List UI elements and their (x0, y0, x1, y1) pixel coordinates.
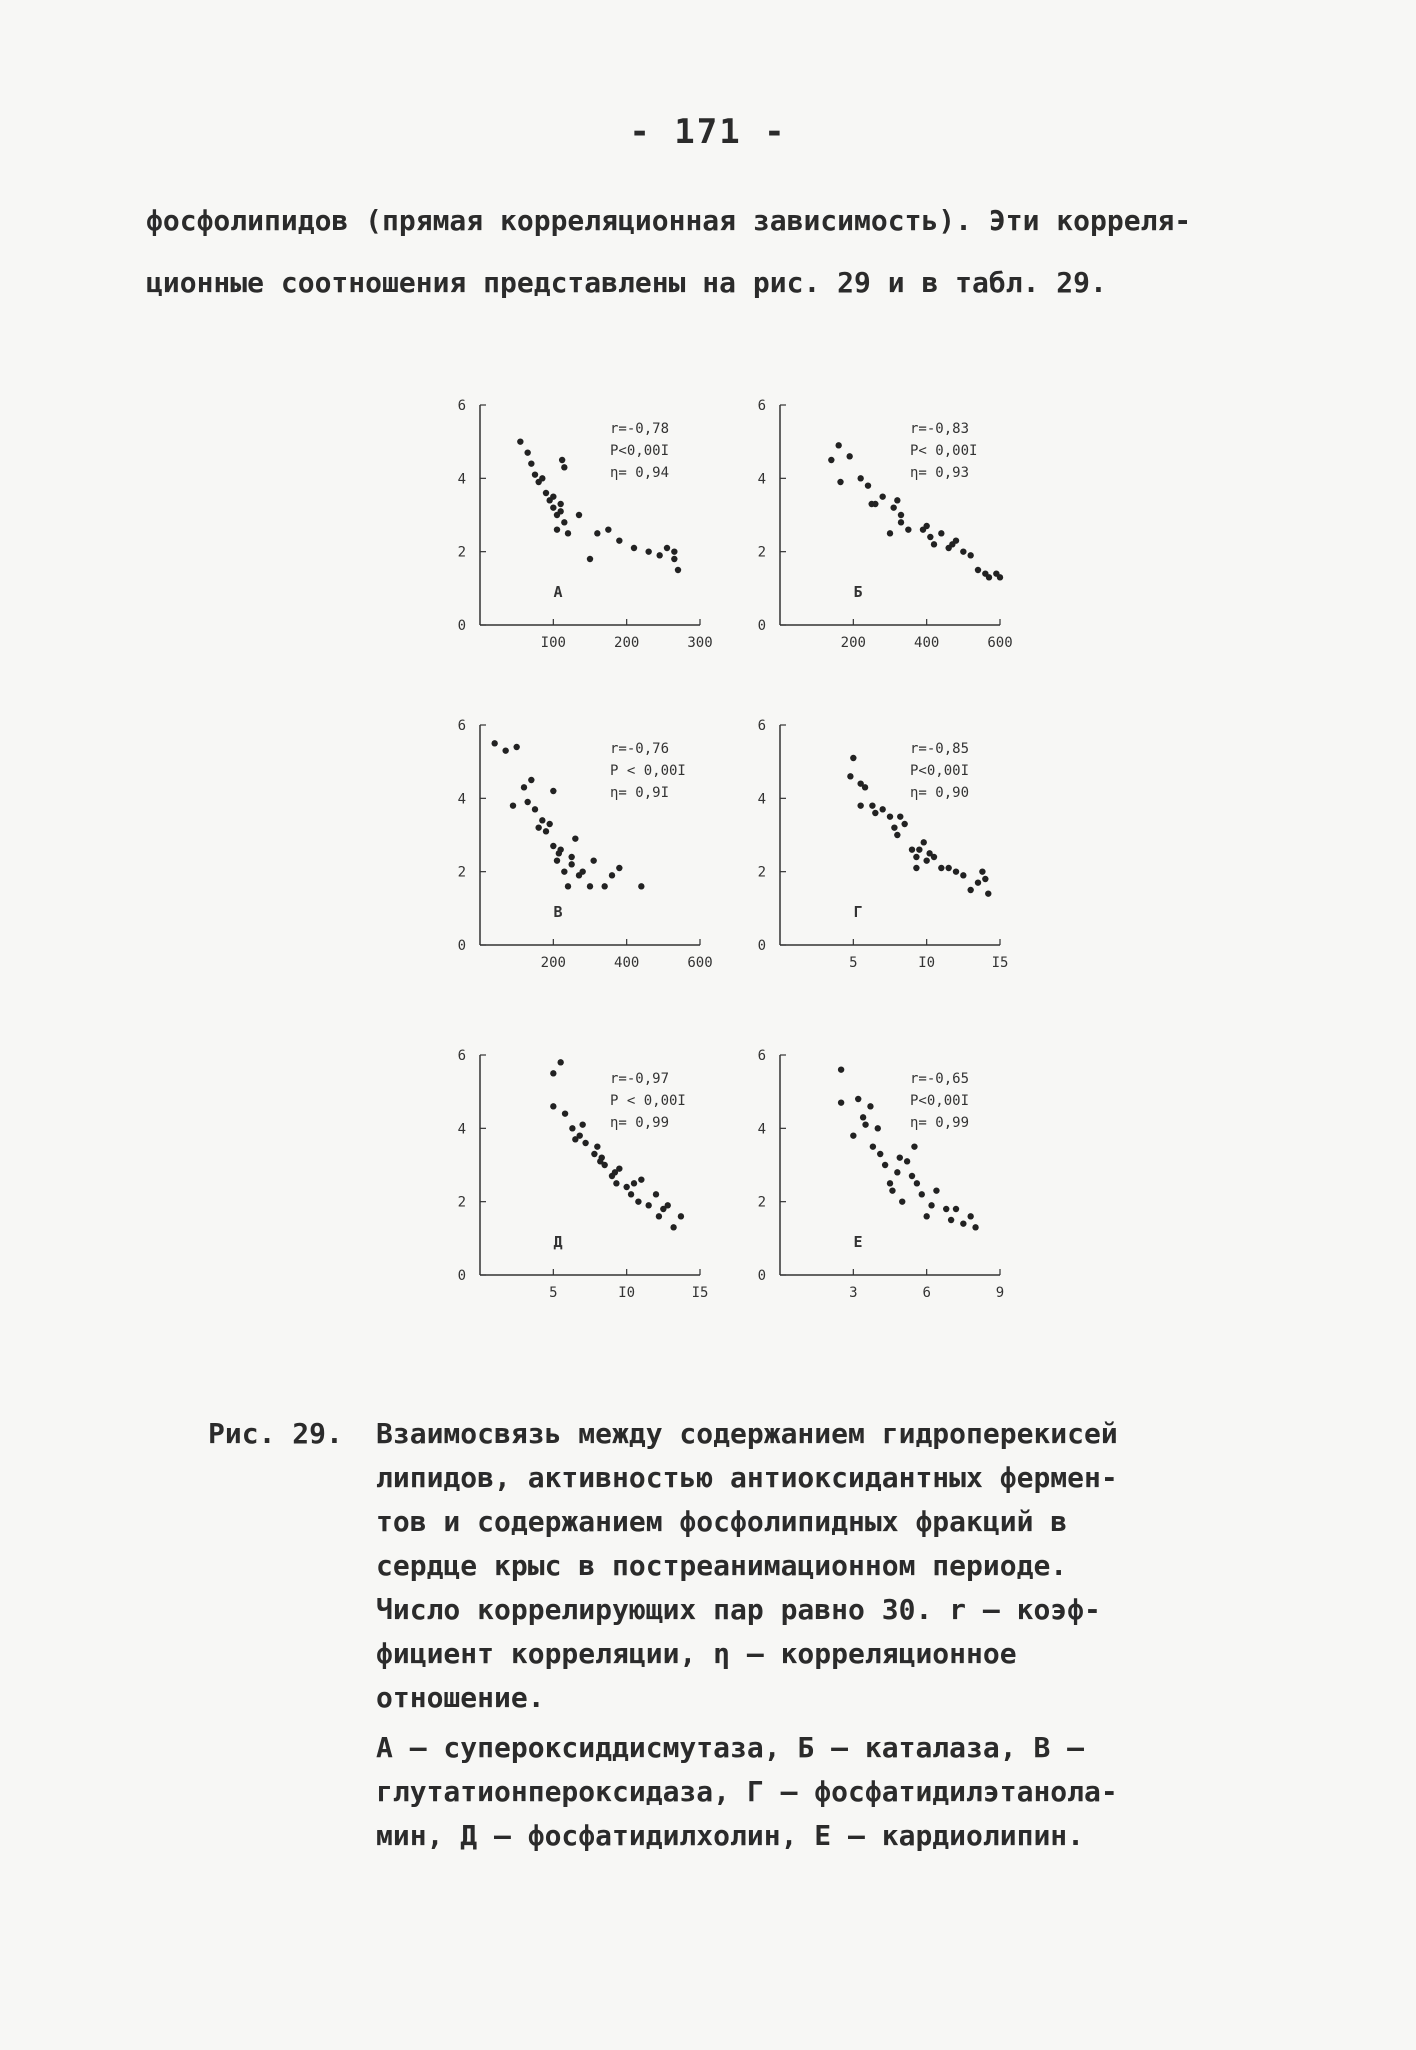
data-point (561, 519, 567, 525)
y-tick-label: 6 (457, 718, 466, 734)
data-point (557, 1059, 563, 1065)
data-point (894, 497, 900, 503)
data-point (953, 868, 959, 874)
caption-line: Взаимосвязь между содержанием гидроперекисей (376, 1417, 1118, 1450)
y-tick-label: 4 (457, 1121, 466, 1138)
y-tick-label: 4 (757, 791, 766, 808)
data-point (645, 548, 651, 554)
stat-label: P<0,00I (910, 763, 970, 779)
x-tick-label: 5 (849, 955, 858, 971)
data-point (887, 1180, 893, 1186)
data-point (554, 526, 560, 532)
y-tick-label: 4 (757, 471, 766, 488)
data-point (612, 1169, 618, 1175)
panel-label: Е (853, 1233, 863, 1251)
data-point (890, 504, 896, 510)
caption-line: Число коррелирующих пар равно 30. r – коэф- (376, 1593, 1101, 1626)
data-point (568, 854, 574, 860)
stat-label: P < 0,00I (610, 1093, 686, 1109)
y-tick-label: 0 (457, 938, 466, 954)
data-point (521, 784, 527, 790)
data-point (909, 1173, 915, 1179)
data-point (879, 806, 885, 812)
data-point (576, 512, 582, 518)
data-point (587, 883, 593, 889)
data-point (923, 1213, 929, 1219)
panel-label: Б (853, 583, 863, 601)
x-tick-label: 200 (840, 635, 866, 651)
data-point (532, 471, 538, 477)
y-tick-label: 2 (457, 1194, 466, 1211)
data-point (882, 1162, 888, 1168)
data-point (927, 534, 933, 540)
data-point (899, 1198, 905, 1204)
data-point (877, 1151, 883, 1157)
panel-label: В (553, 903, 563, 921)
caption-line: фициент корреляции, η – корреляционное (376, 1637, 1017, 1670)
stat-label: η= 0,93 (910, 465, 970, 481)
data-point (638, 1176, 644, 1182)
data-point (568, 861, 574, 867)
data-point (535, 824, 541, 830)
data-point (960, 1220, 966, 1226)
data-point (623, 1184, 629, 1190)
x-tick-label: 200 (614, 635, 640, 651)
data-point (911, 1143, 917, 1149)
legend-line: глутатионпероксидаза, Г – фосфатидилэтанола- (376, 1775, 1118, 1808)
y-tick-label: 6 (457, 398, 466, 414)
data-point (943, 1206, 949, 1212)
data-point (524, 799, 530, 805)
data-point (524, 449, 530, 455)
panel-label: А (553, 583, 563, 601)
y-tick-label: 2 (757, 544, 766, 561)
data-point (562, 1110, 568, 1116)
y-tick-label: 0 (457, 618, 466, 634)
data-point (557, 508, 563, 514)
data-point (894, 1169, 900, 1175)
scatter-panel-4 (758, 718, 1009, 971)
data-point (543, 490, 549, 496)
data-point (559, 457, 565, 463)
stat-label: P<0,00I (910, 1093, 970, 1109)
y-tick-label: 6 (457, 1048, 466, 1064)
data-point (865, 482, 871, 488)
data-point (870, 1143, 876, 1149)
data-point (972, 1224, 978, 1230)
data-point (635, 1198, 641, 1204)
data-point (569, 1125, 575, 1131)
data-point (901, 821, 907, 827)
data-point (997, 574, 1003, 580)
data-point (904, 1158, 910, 1164)
data-point (590, 857, 596, 863)
data-point (613, 1180, 619, 1186)
data-point (591, 1151, 597, 1157)
data-point (557, 501, 563, 507)
data-point (579, 868, 585, 874)
data-point (887, 530, 893, 536)
data-point (913, 854, 919, 860)
x-tick-label: 3 (849, 1285, 858, 1301)
x-tick-label: 5 (549, 1285, 558, 1301)
intro-line: ционные соотношения представлены на рис. 29 и в табл. 29. (146, 266, 1107, 299)
scatter-panel-3 (458, 718, 713, 971)
data-point (656, 552, 662, 558)
data-point (554, 857, 560, 863)
stat-label: P< 0,00I (910, 443, 978, 459)
stat-label: r=-0,65 (910, 1071, 970, 1087)
caption-legend (376, 1726, 1228, 1858)
data-point (539, 475, 545, 481)
data-point (609, 872, 615, 878)
data-point (847, 773, 853, 779)
y-tick-label: 4 (757, 1121, 766, 1138)
y-tick-label: 2 (757, 864, 766, 881)
x-tick-label: 400 (914, 635, 940, 651)
figure-29-scatter-grid (440, 395, 1020, 1355)
data-point (616, 537, 622, 543)
caption-line: сердце крыс в постреанимационном периоде. (376, 1549, 1068, 1582)
data-point (631, 1180, 637, 1186)
data-point (909, 846, 915, 852)
data-point (550, 493, 556, 499)
data-point (550, 1103, 556, 1109)
data-point (914, 1180, 920, 1186)
data-point (938, 865, 944, 871)
data-point (572, 835, 578, 841)
data-point (631, 545, 637, 551)
data-point (528, 777, 534, 783)
data-point (517, 438, 523, 444)
data-point (550, 504, 556, 510)
data-point (846, 453, 852, 459)
data-point (872, 810, 878, 816)
data-point (986, 574, 992, 580)
scatter-panel-5 (458, 1048, 709, 1301)
x-tick-label: 400 (614, 955, 640, 971)
y-tick-label: 0 (757, 1268, 766, 1284)
y-tick-label: 0 (757, 938, 766, 954)
caption-label: Рис. 29. (208, 1417, 343, 1450)
data-point (898, 519, 904, 525)
data-point (949, 541, 955, 547)
y-tick-label: 2 (457, 864, 466, 881)
data-point (678, 1213, 684, 1219)
data-point (513, 744, 519, 750)
x-tick-label: I5 (991, 955, 1009, 971)
data-point (605, 526, 611, 532)
y-tick-label: 6 (757, 718, 766, 734)
scatter-panels (440, 395, 1020, 1355)
data-point (572, 1136, 578, 1142)
data-point (565, 883, 571, 889)
data-point (837, 479, 843, 485)
data-point (948, 1217, 954, 1223)
data-point (835, 442, 841, 448)
data-point (594, 1143, 600, 1149)
data-point (862, 1121, 868, 1127)
intro-paragraph (146, 190, 1236, 314)
stat-label: r=-0,78 (610, 421, 670, 437)
data-point (675, 567, 681, 573)
data-point (919, 1191, 925, 1197)
data-point (532, 806, 538, 812)
data-point (867, 1103, 873, 1109)
data-point (967, 887, 973, 893)
data-point (838, 1066, 844, 1072)
stat-label: P<0,00I (610, 443, 670, 459)
data-point (921, 839, 927, 845)
data-point (913, 865, 919, 871)
data-point (889, 1187, 895, 1193)
data-point (556, 850, 562, 856)
data-point (894, 832, 900, 838)
data-point (664, 545, 670, 551)
scatter-panel-2 (758, 398, 1013, 651)
data-point (868, 501, 874, 507)
data-point (561, 464, 567, 470)
data-point (887, 813, 893, 819)
data-point (960, 872, 966, 878)
x-tick-label: 6 (922, 1285, 931, 1301)
caption-line: отношение. (376, 1681, 545, 1714)
data-point (931, 541, 937, 547)
data-point (967, 1213, 973, 1219)
scatter-panel-1 (458, 398, 713, 651)
scatter-panel-6 (758, 1048, 1005, 1301)
x-tick-label: I5 (691, 1285, 709, 1301)
stat-label: η= 0,99 (910, 1115, 970, 1131)
y-tick-label: 0 (457, 1268, 466, 1284)
data-point (645, 1202, 651, 1208)
data-point (653, 1191, 659, 1197)
data-point (897, 813, 903, 819)
data-point (945, 865, 951, 871)
data-point (601, 883, 607, 889)
data-point (838, 1099, 844, 1105)
data-point (656, 1213, 662, 1219)
data-point (931, 854, 937, 860)
data-point (979, 868, 985, 874)
data-point (898, 512, 904, 518)
x-tick-label: I00 (540, 635, 566, 651)
x-tick-label: 300 (687, 635, 713, 651)
data-point (671, 548, 677, 554)
stat-label: η= 0,94 (610, 465, 670, 481)
caption-line: тов и содержанием фосфолипидных фракций в (376, 1505, 1068, 1538)
data-point (869, 802, 875, 808)
data-point (938, 530, 944, 536)
panel-label: Д (553, 1233, 563, 1251)
data-point (550, 1070, 556, 1076)
data-point (594, 530, 600, 536)
data-point (579, 1121, 585, 1127)
data-point (928, 1202, 934, 1208)
data-point (502, 747, 508, 753)
data-point (982, 876, 988, 882)
data-point (550, 843, 556, 849)
figure-caption (208, 1412, 1228, 1858)
data-point (850, 755, 856, 761)
data-point (628, 1191, 634, 1197)
data-point (953, 1206, 959, 1212)
data-point (855, 1096, 861, 1102)
data-point (975, 879, 981, 885)
x-tick-label: 600 (687, 955, 713, 971)
y-tick-label: 0 (757, 618, 766, 634)
data-point (550, 788, 556, 794)
y-tick-label: 6 (757, 1048, 766, 1064)
stat-label: r=-0,83 (910, 421, 970, 437)
data-point (875, 1125, 881, 1131)
legend-line: А – супероксиддисмутаза, Б – каталаза, В – (376, 1731, 1085, 1764)
x-tick-label: I0 (918, 955, 936, 971)
data-point (597, 1158, 603, 1164)
data-point (857, 802, 863, 808)
y-tick-label: 4 (457, 791, 466, 808)
data-point (587, 556, 593, 562)
data-point (565, 530, 571, 536)
data-point (510, 802, 516, 808)
data-point (528, 460, 534, 466)
y-tick-label: 2 (457, 544, 466, 561)
caption-line: липидов, активностью антиоксидантных фермен- (376, 1461, 1118, 1494)
data-point (665, 1202, 671, 1208)
data-point (897, 1154, 903, 1160)
stat-label: P < 0,00I (610, 763, 686, 779)
data-point (985, 890, 991, 896)
data-point (616, 865, 622, 871)
data-point (933, 1187, 939, 1193)
data-point (916, 846, 922, 852)
stat-label: η= 0,99 (610, 1115, 670, 1131)
data-point (862, 784, 868, 790)
legend-line: мин, Д – фосфатидилхолин, Е – кардиолипин. (376, 1819, 1085, 1852)
stat-label: r=-0,85 (910, 741, 970, 757)
stat-label: r=-0,97 (610, 1071, 670, 1087)
y-tick-label: 4 (457, 471, 466, 488)
data-point (670, 1224, 676, 1230)
data-point (638, 883, 644, 889)
stat-label: r=-0,76 (610, 741, 670, 757)
data-point (828, 457, 834, 463)
data-point (543, 828, 549, 834)
data-point (923, 523, 929, 529)
caption-body (376, 1412, 1228, 1858)
data-point (539, 817, 545, 823)
page-number: - 171 - (629, 112, 787, 152)
x-tick-label: 9 (995, 1285, 1005, 1301)
stat-label: η= 0,9I (610, 785, 670, 801)
data-point (879, 493, 885, 499)
data-point (960, 548, 966, 554)
y-tick-label: 6 (757, 398, 766, 414)
intro-line: фосфолипидов (прямая корреляционная зависимость). Эти корреля- (146, 204, 1192, 237)
data-point (671, 556, 677, 562)
data-point (967, 552, 973, 558)
data-point (546, 821, 552, 827)
x-tick-label: 200 (540, 955, 566, 971)
data-point (905, 526, 911, 532)
data-point (860, 1114, 866, 1120)
y-tick-label: 2 (757, 1194, 766, 1211)
data-point (891, 824, 897, 830)
data-point (975, 567, 981, 573)
data-point (923, 857, 929, 863)
x-tick-label: I0 (618, 1285, 636, 1301)
data-point (582, 1140, 588, 1146)
x-tick-label: 600 (987, 635, 1013, 651)
panel-label: Г (853, 903, 863, 921)
data-point (491, 740, 497, 746)
data-point (850, 1132, 856, 1138)
stat-label: η= 0,90 (910, 785, 970, 801)
data-point (561, 868, 567, 874)
data-point (857, 475, 863, 481)
